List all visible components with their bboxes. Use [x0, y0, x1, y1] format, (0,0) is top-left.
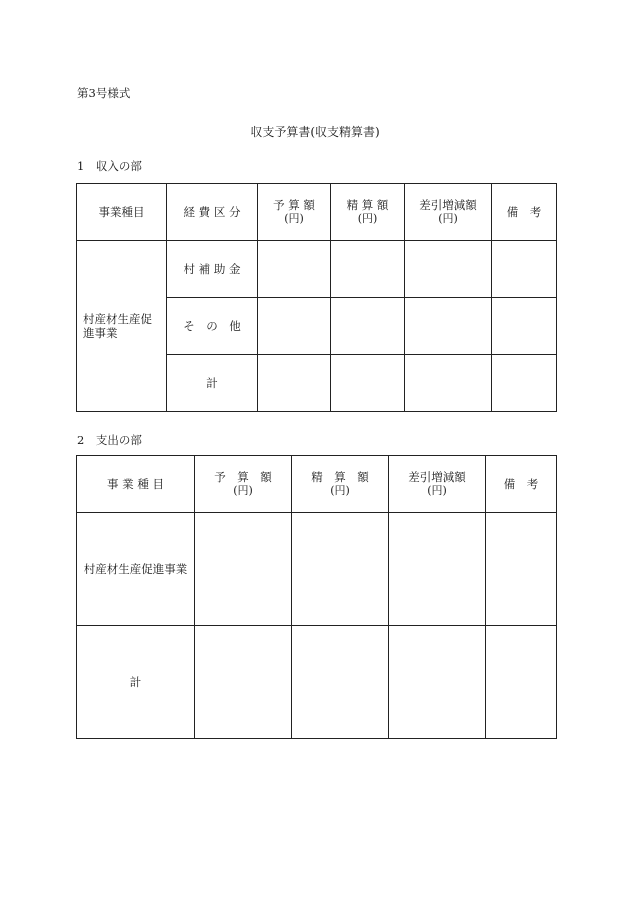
income-header-category: 経 費 区 分 — [167, 184, 258, 241]
expense-total-label: 計 — [77, 626, 195, 739]
income-header-difference: 差引増減額 (円) — [405, 184, 492, 241]
income-budget-cell[interactable] — [258, 355, 331, 412]
income-header-budget: 予 算 額 (円) — [258, 184, 331, 241]
income-remarks-cell[interactable] — [492, 298, 557, 355]
expense-project-name: 村産材生産促進事業 — [77, 513, 195, 626]
income-remarks-cell[interactable] — [492, 355, 557, 412]
form-number: 第3号様式 — [77, 86, 131, 100]
expense-budget-cell[interactable] — [195, 513, 292, 626]
table-row — [77, 626, 557, 739]
income-budget-cell[interactable] — [258, 298, 331, 355]
income-difference-cell[interactable] — [405, 298, 492, 355]
expense-header-difference: 差引増減額 (円) — [389, 456, 486, 513]
expense-difference-cell[interactable] — [389, 626, 486, 739]
income-settlement-cell[interactable] — [331, 241, 405, 298]
expense-header-row — [77, 456, 557, 513]
income-total-label: 計 — [167, 355, 258, 412]
expense-budget-cell[interactable] — [195, 626, 292, 739]
income-budget-cell[interactable] — [258, 241, 331, 298]
expense-remarks-cell[interactable] — [486, 513, 557, 626]
income-difference-cell[interactable] — [405, 241, 492, 298]
income-category-cell: 村 補 助 金 — [167, 241, 258, 298]
income-category-cell: そ の 他 — [167, 298, 258, 355]
table-row — [77, 241, 557, 298]
expense-header-remarks: 備 考 — [486, 456, 557, 513]
expense-settlement-cell[interactable] — [292, 513, 389, 626]
expense-header-settlement: 精 算 額 (円) — [292, 456, 389, 513]
table-row — [77, 513, 557, 626]
page-title: 収支予算書(収支精算書) — [250, 125, 380, 139]
expense-header-budget: 予 算 額 (円) — [195, 456, 292, 513]
income-header-item: 事業種目 — [77, 184, 167, 241]
income-header-remarks: 備 考 — [492, 184, 557, 241]
income-section-heading: 1 収入の部 — [77, 159, 142, 173]
income-difference-cell[interactable] — [405, 355, 492, 412]
income-header-row — [77, 184, 557, 241]
expense-section-heading: 2 支出の部 — [77, 433, 142, 447]
income-settlement-cell[interactable] — [331, 355, 405, 412]
income-remarks-cell[interactable] — [492, 241, 557, 298]
income-project-name: 村産材生産促進事業 — [77, 241, 167, 412]
expense-difference-cell[interactable] — [389, 513, 486, 626]
income-settlement-cell[interactable] — [331, 298, 405, 355]
expense-remarks-cell[interactable] — [486, 626, 557, 739]
expense-header-item: 事 業 種 目 — [77, 456, 195, 513]
expense-settlement-cell[interactable] — [292, 626, 389, 739]
income-table — [76, 183, 557, 412]
income-header-settlement: 精 算 額 (円) — [331, 184, 405, 241]
expense-table — [76, 455, 557, 739]
